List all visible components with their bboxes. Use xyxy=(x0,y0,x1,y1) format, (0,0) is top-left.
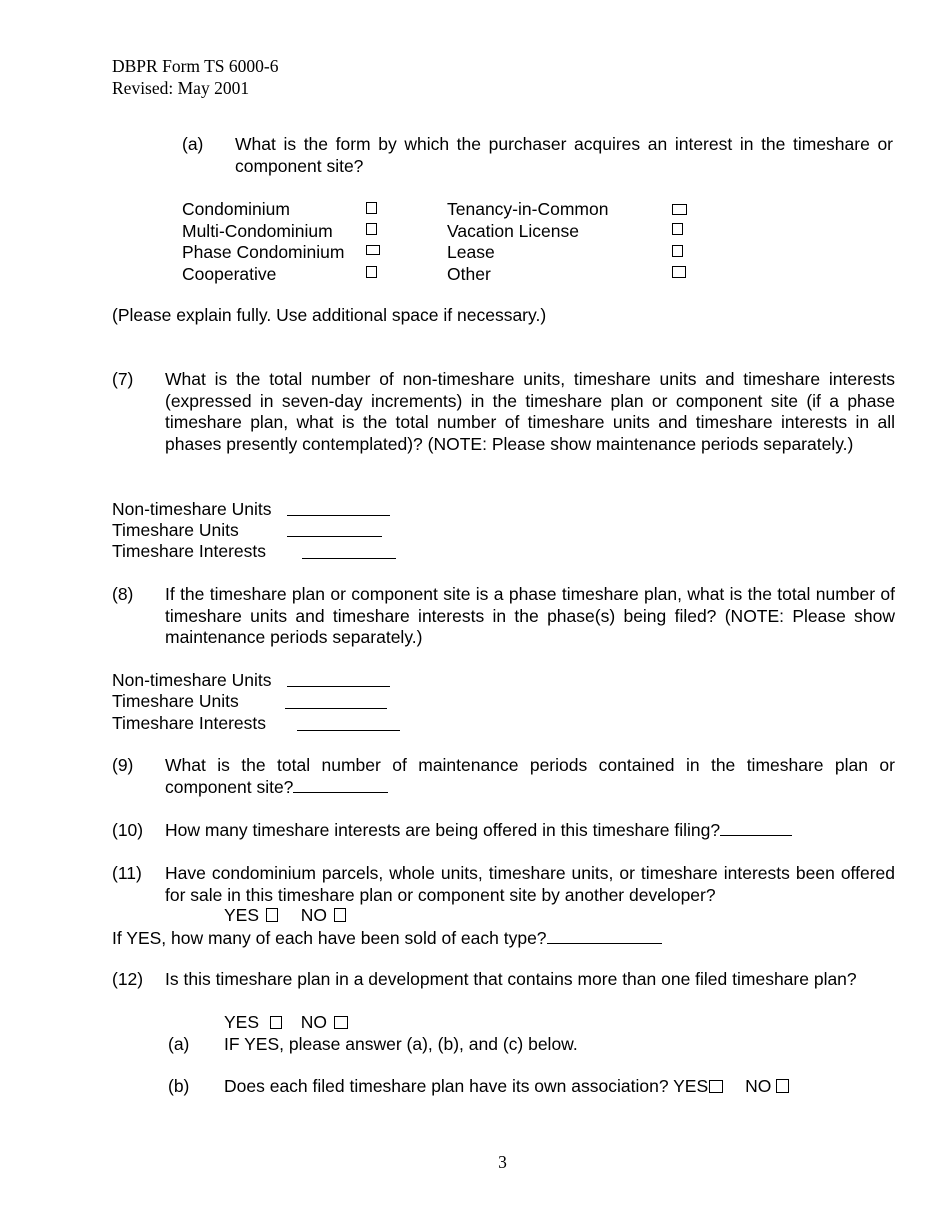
q12b-marker: (b) xyxy=(168,1076,190,1096)
q12-yes-checkbox[interactable] xyxy=(270,1016,282,1029)
q11-yes-label: YES xyxy=(224,905,260,925)
q12b-yes-label: YES xyxy=(673,1076,709,1096)
q12b-no-label: NO xyxy=(745,1076,772,1096)
q12a-text: IF YES, please answer (a), (b), and (c) below. xyxy=(224,1034,578,1054)
q11-number: (11) xyxy=(112,863,142,883)
form-header xyxy=(112,55,278,99)
q8-timeshare-interests-input[interactable] xyxy=(297,715,400,731)
q9-question: What is the total number of maintenance periods contained in the timeshare plan or component site? xyxy=(165,755,895,797)
q12b-no-checkbox[interactable] xyxy=(776,1079,789,1093)
q8-timeshare-interests-label: Timeshare Interests xyxy=(112,713,266,733)
q12b-text: Does each filed timeshare plan have its own association? xyxy=(224,1076,669,1096)
q12-text: Is this timeshare plan in a development that contains more than one filed timeshare plan? xyxy=(165,969,857,989)
option-label: Multi-Condominium xyxy=(182,220,333,241)
q10-question: How many timeshare interests are being offered in this timeshare filing? xyxy=(165,820,721,840)
q12b-row xyxy=(224,1076,789,1097)
q12-yes-no xyxy=(224,1012,348,1033)
option-label: Condominium xyxy=(182,199,290,219)
q7-timeshare-interests-input[interactable] xyxy=(302,543,396,559)
option-label: Phase Condominium xyxy=(182,242,345,262)
phase-condominium-checkbox[interactable] xyxy=(366,245,380,255)
revised-date: Revised: May 2001 xyxy=(112,78,250,98)
condominium-checkbox[interactable] xyxy=(366,202,377,214)
q7-timeshare-units-input[interactable] xyxy=(287,521,382,537)
q8-non-timeshare-label: Non-timeshare Units xyxy=(112,670,272,690)
q10-text xyxy=(165,820,792,841)
q7-number: (7) xyxy=(112,369,134,389)
q8-timeshare-units-label: Timeshare Units xyxy=(112,691,239,711)
q11-yes-no xyxy=(224,905,346,926)
q12-no-checkbox[interactable] xyxy=(334,1016,348,1029)
option-label: Cooperative xyxy=(182,263,277,284)
q8-text: If the timeshare plan or component site is a phase timeshare plan, what is the total number of timeshare units and timeshare interests in the phase(s) being filed? (NOTE: Please show maintenance periods separately.) xyxy=(165,584,895,647)
q12-yes-label: YES xyxy=(224,1012,260,1032)
q11-no-label: NO xyxy=(300,905,328,925)
explain-note: (Please explain fully. Use additional space if necessary.) xyxy=(112,305,547,325)
q11-followup-text: If YES, how many of each have been sold of each type? xyxy=(112,928,547,948)
other-checkbox[interactable] xyxy=(672,266,686,278)
q9-input[interactable] xyxy=(293,777,388,793)
option-label: Other xyxy=(447,263,491,284)
q10-input[interactable] xyxy=(720,820,792,836)
q7-text: What is the total number of non-timeshare units, timeshare units and timeshare interests (expressed in seven-day increments) in the timeshare plan or component site (if a phase timeshare plan, what is the total number of timeshare units and timeshare interests in all phases presently contemplated)? (NOTE: Please show maintenance periods separately.) xyxy=(165,369,895,454)
form-id: DBPR Form TS 6000-6 xyxy=(112,56,279,76)
multi-condominium-checkbox[interactable] xyxy=(366,223,377,235)
q7-non-timeshare-input[interactable] xyxy=(287,500,390,516)
q10-number: (10) xyxy=(112,820,144,840)
q7-timeshare-interests-label: Timeshare Interests xyxy=(112,541,266,561)
q11-followup-input[interactable] xyxy=(547,928,662,944)
q9-text xyxy=(165,755,895,798)
tenancy-in-common-checkbox[interactable] xyxy=(672,204,687,215)
q12a-marker: (a) xyxy=(168,1034,190,1054)
q11-yes-checkbox[interactable] xyxy=(266,908,278,922)
q12b-yes-checkbox[interactable] xyxy=(709,1080,723,1093)
q6a-marker: (a) xyxy=(182,134,204,154)
q11-followup xyxy=(112,928,662,949)
option-label: Vacation License xyxy=(447,220,579,241)
lease-checkbox[interactable] xyxy=(672,245,683,257)
q8-number: (8) xyxy=(112,584,134,604)
q12-no-label: NO xyxy=(300,1012,328,1032)
q7-timeshare-units-label: Timeshare Units xyxy=(112,520,239,540)
vacation-license-checkbox[interactable] xyxy=(672,223,683,235)
q11-text: Have condominium parcels, whole units, timeshare units, or timeshare interests been offered for sale in this timeshare plan or component site by another developer? xyxy=(165,863,895,905)
page-number: 3 xyxy=(498,1152,507,1172)
q8-timeshare-units-input[interactable] xyxy=(285,693,387,709)
options-left xyxy=(182,199,344,285)
q12-number: (12) xyxy=(112,969,144,989)
q7-non-timeshare-label: Non-timeshare Units xyxy=(112,499,272,519)
q6a-text: What is the form by which the purchaser acquires an interest in the timeshare or component site? xyxy=(235,134,893,176)
q9-number: (9) xyxy=(112,755,134,775)
q8-non-timeshare-input[interactable] xyxy=(287,671,390,687)
q11-no-checkbox[interactable] xyxy=(334,908,346,922)
cooperative-checkbox[interactable] xyxy=(366,266,377,278)
option-label: Tenancy-in-Common xyxy=(447,199,609,219)
options-right xyxy=(447,199,608,285)
option-label: Lease xyxy=(447,242,495,262)
